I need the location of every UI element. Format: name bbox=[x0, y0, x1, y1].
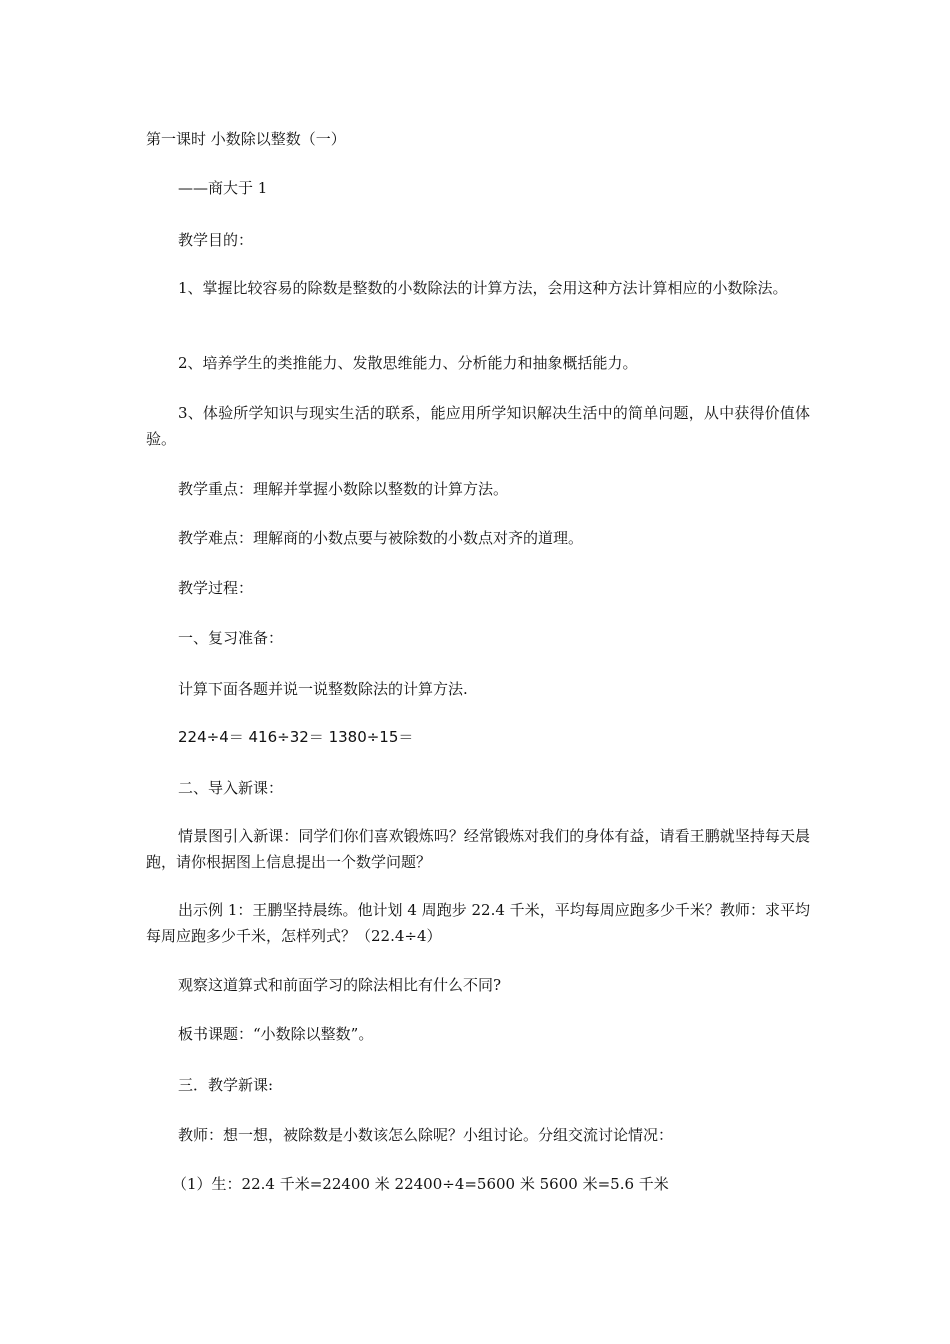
difficult-point: 教学难点：理解商的小数点要与被除数的小数点对齐的道理。 bbox=[178, 529, 584, 547]
review-instruction: 计算下面各题并说一说整数除法的计算方法. bbox=[178, 680, 468, 698]
key-point: 教学重点：理解并掌握小数除以整数的计算方法。 bbox=[178, 480, 509, 498]
section-intro-heading: 二、导入新课： bbox=[178, 779, 284, 797]
observe-question: 观察这道算式和前面学习的除法相比有什么不同? bbox=[178, 976, 502, 994]
objective-2: 2、培养学生的类推能力、发散思维能力、分析能力和抽象概括能力。 bbox=[178, 354, 638, 372]
scenario-paragraph: 情景图引入新课：同学们你们喜欢锻炼吗？经常锻炼对我们的身体有益，请看王鹏就坚持每天晨跑，请你根据图上信息提出一个数学问题？ bbox=[146, 827, 810, 871]
objectives-heading: 教学目的： bbox=[178, 231, 254, 249]
review-exercises: 224÷4＝ 416÷32＝ 1380÷15＝ bbox=[178, 728, 414, 746]
lesson-subtitle: ——商大于 1 bbox=[178, 179, 268, 197]
section-review-heading: 一、复习准备： bbox=[178, 629, 284, 647]
objective-1: 1、掌握比较容易的除数是整数的小数除法的计算方法，会用这种方法计算相应的小数除法。 bbox=[178, 279, 788, 297]
lesson-title: 第一课时 小数除以整数（一） bbox=[146, 130, 346, 148]
example-paragraph: 出示例 1：王鹏坚持晨练。他计划 4 周跑步 22.4 千米，平均每周应跑多少千米？教师：求平均每周应跑多少千米，怎样列式？（22.4÷4） bbox=[146, 901, 810, 945]
process-heading: 教学过程： bbox=[178, 579, 254, 597]
student-answer-1: （1）生：22.4 千米=22400 米 22400÷4=5600 米 5600 米=5.6 千米 bbox=[172, 1175, 669, 1193]
section-new-lesson-heading: 三．教学新课: bbox=[178, 1076, 274, 1094]
board-title: 板书课题：“小数除以整数”。 bbox=[178, 1025, 374, 1043]
objective-3: 3、体验所学知识与现实生活的联系，能应用所学知识解决生活中的简单问题，从中获得价值体验。 bbox=[146, 404, 810, 448]
teacher-prompt: 教师：想一想，被除数是小数该怎么除呢？小组讨论。分组交流讨论情况： bbox=[178, 1126, 674, 1144]
